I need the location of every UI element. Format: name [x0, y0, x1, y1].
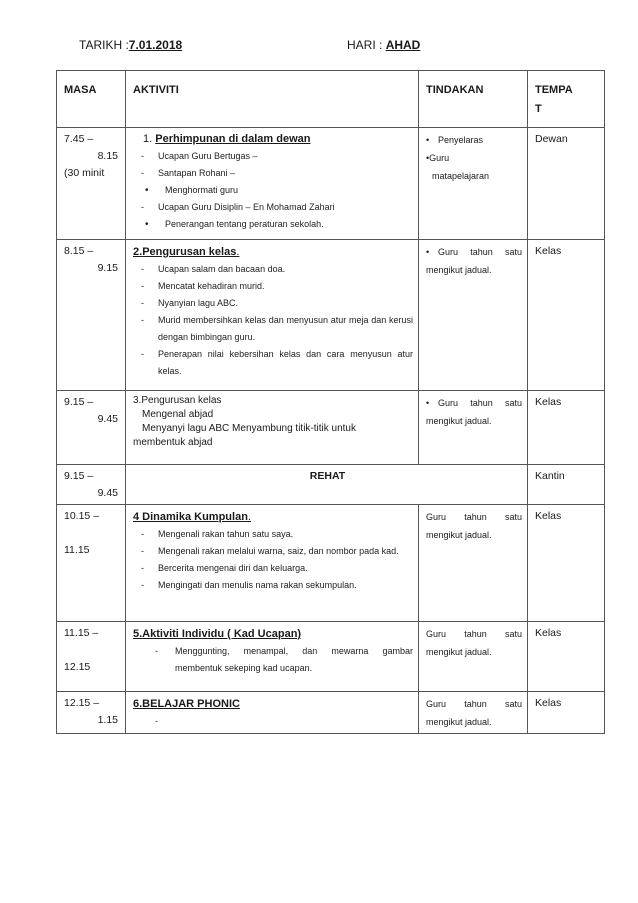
tempat-cell: Kelas [528, 240, 605, 391]
list-item-text: Mengingati dan menulis nama rakan sekumpulan. [158, 580, 357, 590]
list-item-text: Mencatat kehadiran murid. [158, 281, 265, 291]
list-item-text: Murid membersihkan kelas dan menyusun atur meja dan kerusi dengan bimbingan guru. [158, 315, 413, 342]
masa-end: 11.15 [64, 544, 90, 556]
list-item-text: Penerangan tentang peraturan sekolah. [165, 219, 324, 229]
list-item [133, 182, 413, 199]
dash-marker: - [141, 298, 144, 308]
list-item-text: Mengenali rakan tahun satu saya. [158, 529, 294, 539]
activity-title [133, 131, 413, 148]
masa-end: 9.45 [97, 413, 118, 425]
activity-title [133, 695, 413, 713]
tindakan-text: matapelajaran [432, 171, 490, 181]
tindakan-cell [419, 240, 528, 391]
masa-cell [57, 128, 126, 240]
rehat-cell: REHAT [126, 465, 528, 505]
tindakan-line [426, 131, 522, 149]
schedule-table [56, 70, 605, 734]
header-masa: MASA [57, 71, 126, 128]
header-aktiviti: AKTIVITI [126, 71, 419, 128]
dash-marker: - [141, 529, 144, 539]
tarikh-value: 7.01.2018 [128, 38, 183, 52]
masa-end: 9.45 [97, 487, 118, 499]
aktiviti-cell [126, 128, 419, 240]
bullet-marker: • [426, 398, 430, 408]
header-tindakan: TINDAKAN [419, 71, 528, 128]
dash-marker: - [141, 563, 144, 573]
list-item-text: Bercerita mengenai diri dan keluarga. [158, 563, 308, 573]
tindakan-cell [419, 391, 528, 465]
dash-marker: - [141, 168, 144, 178]
table-header-row [57, 71, 605, 128]
tindakan-text: Guru tahun satu mengikut jadual. [426, 398, 522, 426]
tindakan-line [426, 149, 522, 167]
activity-title-text: Pengurusan kelas [142, 246, 237, 258]
tempat-cell: Kelas [528, 391, 605, 465]
tindakan-text: Guru tahun satu mengikut jadual. [426, 512, 522, 540]
dash-marker: - [141, 315, 144, 325]
hari-label: HARI : [347, 38, 383, 52]
dash-marker: - [141, 546, 144, 556]
dash-marker: - [141, 264, 144, 274]
list-item [133, 261, 413, 278]
activity-title [133, 625, 413, 643]
tindakan-text: Guru tahun satu mengikut jadual. [426, 699, 522, 727]
tarikh-label: TARIKH : [79, 38, 129, 52]
list-item-text: Menghormati guru [165, 185, 239, 195]
list-item-text: Menggunting, menampal, dan mewarna gambar membentuk sekeping kad ucapan. [175, 646, 413, 673]
masa-end: 9.15 [97, 262, 118, 274]
aktiviti-cell [126, 622, 419, 692]
masa-end: 1.15 [97, 714, 118, 726]
list-item [133, 199, 413, 216]
list-item [133, 346, 413, 380]
header-tempat-line1: TEMPA [535, 84, 573, 96]
masa-cell [57, 622, 126, 692]
masa-end: 12.15 [64, 661, 91, 673]
aktiviti-cell [126, 240, 419, 391]
list-item-text: Ucapan Guru Bertugas – [158, 151, 258, 161]
masa-start: 7.45 – [64, 133, 94, 145]
tindakan-text: Guru tahun satu mengikut jadual. [426, 247, 522, 275]
tempat-cell: Dewan [528, 128, 605, 240]
activity-title-text: Perhimpunan di dalam dewan [155, 133, 311, 145]
bullet-marker: • [145, 219, 149, 230]
dash-marker: - [141, 580, 144, 590]
list-item [133, 713, 413, 730]
list-item-text [172, 713, 413, 730]
tindakan-text: Guru tahun satu mengikut jadual. [426, 629, 522, 657]
masa-end: 8.15 [97, 150, 118, 162]
table-row [57, 692, 605, 734]
table-row [57, 128, 605, 240]
list-item [133, 295, 413, 312]
activity-line: 3.Pengurusan kelas [133, 395, 222, 406]
list-item [133, 216, 413, 233]
dash-marker: - [141, 202, 144, 212]
table-row [57, 391, 605, 465]
masa-cell [57, 505, 126, 622]
header-tempat-line2: T [535, 103, 542, 115]
list-item [133, 560, 413, 577]
tindakan-text: Guru [429, 153, 450, 163]
header-tempat [528, 71, 605, 128]
masa-start: 11.15 – [64, 627, 99, 639]
tindakan-cell [419, 622, 528, 692]
bullet-marker: • [426, 247, 430, 257]
table-row [57, 622, 605, 692]
tempat-cell: Kelas [528, 622, 605, 692]
aktiviti-cell [126, 391, 419, 465]
table-row [57, 505, 605, 622]
activity-title-text: 5.Aktiviti Individu ( Kad Ucapan) [133, 628, 302, 640]
tarikh [79, 38, 182, 52]
table-row [57, 240, 605, 391]
tempat-cell: Kelas [528, 505, 605, 622]
list-item [133, 526, 413, 543]
activity-line: Mengenal abjad [142, 409, 214, 420]
dash-marker: - [155, 716, 158, 726]
tindakan-cell [419, 505, 528, 622]
list-item-text: Ucapan salam dan bacaan doa. [158, 264, 286, 274]
activity-number: 1. [143, 133, 156, 145]
table-row [57, 465, 605, 505]
masa-start: 9.15 – [64, 470, 94, 482]
activity-title-text: 6.BELAJAR PHONIC [133, 698, 240, 710]
list-item-text: Penerapan nilai kebersihan kelas dan cara menyusun atur kelas. [158, 349, 413, 376]
list-item-text: Nyanyian lagu ABC. [158, 298, 239, 308]
masa-duration: (30 minit [64, 167, 105, 179]
aktiviti-cell [126, 505, 419, 622]
hari [347, 38, 420, 52]
hari-value: AHAD [385, 38, 421, 52]
list-item [133, 165, 413, 182]
tindakan-text: Penyelaras [438, 135, 484, 145]
list-item [133, 643, 413, 677]
list-item [133, 148, 413, 165]
list-item [133, 577, 413, 594]
tempat-cell: Kantin [528, 465, 605, 505]
bullet-marker: • [426, 135, 430, 145]
activity-line: membentuk abjad [133, 437, 213, 448]
bullet-marker: • [145, 185, 149, 196]
list-item-text: Ucapan Guru Disiplin – En Mohamad Zahari [158, 202, 335, 212]
activity-title-text: 4 Dinamika Kumpulan [133, 511, 248, 523]
activity-line: Menyanyi lagu ABC Menyambung titik-titik untuk [142, 423, 356, 434]
list-item-text: Santapan Rohani – [158, 168, 236, 178]
list-item [133, 312, 413, 346]
list-item-text: Mengenali rakan melalui warna, saiz, dan nombor pada kad. [158, 546, 399, 556]
list-item [133, 543, 413, 560]
masa-cell [57, 465, 126, 505]
masa-start: 9.15 – [64, 396, 94, 408]
tindakan-cell [419, 128, 528, 240]
dash-marker: - [141, 151, 144, 161]
masa-start: 8.15 – [64, 245, 94, 257]
dash-marker: - [155, 646, 158, 656]
dash-marker: - [141, 349, 144, 359]
aktiviti-cell [126, 692, 419, 734]
list-item [133, 278, 413, 295]
masa-start: 10.15 – [64, 510, 100, 522]
masa-start: 12.15 – [64, 697, 100, 709]
activity-title: 2.Pengurusan kelas. [133, 246, 240, 258]
tindakan-cell [419, 692, 528, 734]
masa-cell [57, 391, 126, 465]
tempat-cell: Kelas [528, 692, 605, 734]
masa-cell [57, 692, 126, 734]
activity-title: 4 Dinamika Kumpulan. [133, 511, 251, 523]
activity-number: 2. [133, 246, 143, 258]
masa-cell [57, 240, 126, 391]
dash-marker: - [141, 281, 144, 291]
bullet-marker: • [426, 153, 430, 163]
